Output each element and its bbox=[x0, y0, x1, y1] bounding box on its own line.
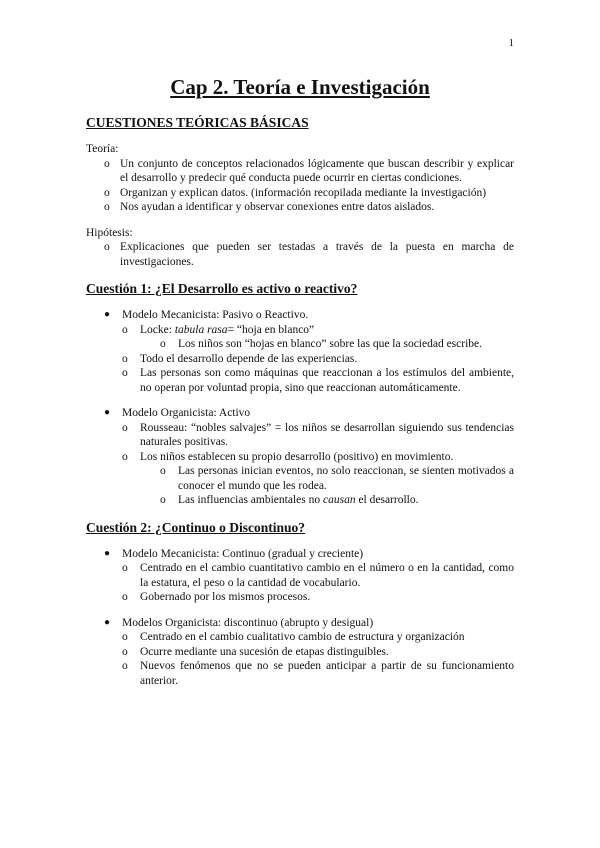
hollow-bullet-icon: o bbox=[104, 157, 110, 170]
hollow-bullet-icon: o bbox=[122, 562, 128, 574]
list-item: o Nuevos fenómenos que no se pueden anticipar a partir de su funcionamiento anterior. bbox=[122, 660, 514, 687]
list-item: o Centrado en el cambio cualitativo cambio de estructura y organización bbox=[122, 631, 465, 643]
list-item: o Un conjunto de conceptos relacionados lógicamente que buscan describir y explicar el desarrollo y predecir qué conducta puede ocurrir en ciertas condiciones. bbox=[104, 157, 514, 184]
list-item: o Las personas inician eventos, no solo reaccionan, se sienten motivados a conocer el mundo que les rodea. bbox=[160, 465, 514, 492]
hollow-bullet-icon: o bbox=[122, 450, 128, 463]
list-item: o Ocurre mediante una sucesión de etapas distinguibles. bbox=[122, 645, 389, 658]
list-item: o Nos ayudan a identificar y observar conexiones entre datos aislados. bbox=[104, 201, 435, 213]
hollow-bullet-icon: o bbox=[122, 631, 128, 643]
list-item: o Centrado en el cambio cuantitativo cambio en el número o en la cantidad, como la estatura, el peso o la cantidad de vocabulario. bbox=[122, 562, 514, 589]
list-item: o Gobernado por los mismos procesos. bbox=[122, 591, 311, 603]
hollow-bullet-icon: o bbox=[122, 367, 128, 379]
list-item: ● Modelo Organicista: Activo bbox=[104, 407, 251, 419]
list-item: o Las influencias ambientales no causan el desarrollo. bbox=[160, 494, 419, 506]
list-item: ● Modelo Mecanicista: Continuo (gradual y creciente) bbox=[104, 547, 364, 560]
list-item: o Los niños son “hojas en blanco” sobre las que la sociedad escribe. bbox=[160, 338, 483, 350]
hollow-bullet-icon: o bbox=[104, 186, 110, 199]
hollow-bullet-icon: o bbox=[160, 494, 166, 506]
list-item: o Las personas son como máquinas que reaccionan a los estímulos del ambiente, no operan por voluntad propia, sino que reaccionan automáticamente. bbox=[122, 367, 514, 394]
hollow-bullet-icon: o bbox=[122, 645, 128, 658]
section-heading-basics: CUESTIONES TEÓRICAS BÁSICAS bbox=[86, 115, 309, 130]
hypothesis-label: Hipótesis: bbox=[86, 226, 133, 239]
list-item: o Explicaciones que pueden ser testadas a través de la puesta en marcha de investigaciones. bbox=[104, 241, 514, 268]
section-heading-question-2: Cuestión 2: ¿Continuo o Discontinuo? bbox=[86, 519, 306, 535]
hollow-bullet-icon: o bbox=[122, 323, 128, 336]
hollow-bullet-icon: o bbox=[104, 241, 110, 253]
list-item: ● Modelos Organicista: discontinuo (abrupto y desigual) bbox=[104, 616, 374, 629]
list-item: ● Modelo Mecanicista: Pasivo o Reactivo. bbox=[104, 309, 309, 321]
list-item: o Los niños establecen su propio desarrollo (positivo) en movimiento. bbox=[122, 450, 454, 463]
section-heading-question-1: Cuestión 1: ¿El Desarrollo es activo o reactivo? bbox=[86, 281, 358, 296]
bullet-icon: ● bbox=[104, 616, 111, 628]
hollow-bullet-icon: o bbox=[122, 352, 128, 365]
hollow-bullet-icon: o bbox=[122, 591, 128, 603]
hollow-bullet-icon: o bbox=[104, 201, 110, 213]
hollow-bullet-icon: o bbox=[122, 660, 128, 672]
document-body bbox=[86, 74, 514, 688]
bullet-icon: ● bbox=[104, 547, 111, 559]
bullet-icon: ● bbox=[104, 309, 111, 320]
bullet-icon: ● bbox=[104, 407, 111, 418]
list-item: o Todo el desarrollo depende de las experiencias. bbox=[122, 352, 358, 365]
hollow-bullet-icon: o bbox=[122, 421, 128, 434]
list-item: o Locke: tabula rasa= “hoja en blanco” bbox=[122, 323, 315, 336]
theory-label: Teoría: bbox=[86, 143, 119, 155]
page-title: Cap 2. Teoría e Investigación bbox=[170, 75, 430, 99]
page-number: 1 bbox=[508, 37, 514, 49]
list-item: o Organizan y explican datos. (información recopilada mediante la investigación) bbox=[104, 186, 487, 199]
list-item: o Rousseau: “nobles salvajes” = los niños se desarrollan siguiendo sus tendencias naturales positivas. bbox=[122, 421, 514, 448]
hollow-bullet-icon: o bbox=[160, 338, 166, 350]
hollow-bullet-icon: o bbox=[160, 465, 166, 477]
